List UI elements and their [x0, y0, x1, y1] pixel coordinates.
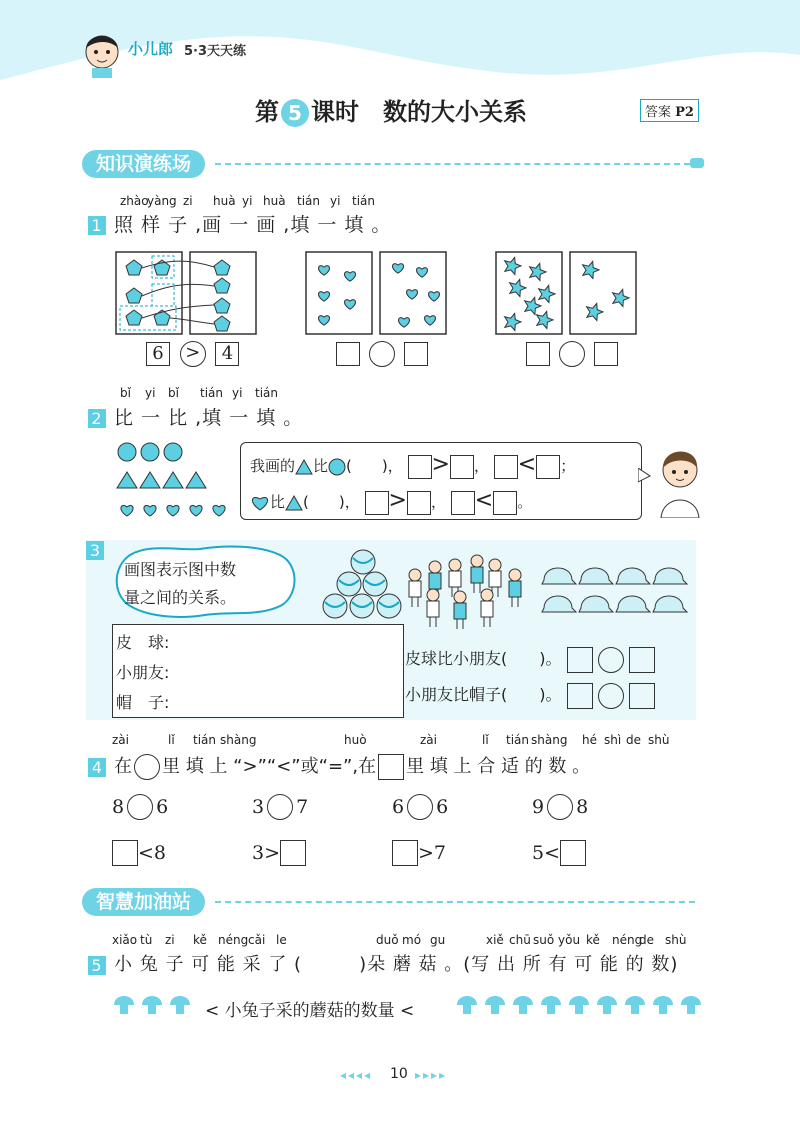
series-name: 5·3天天练: [184, 44, 247, 59]
cap-icon: [579, 568, 613, 584]
kid-head-icon: [449, 559, 461, 571]
cap-icon: [653, 596, 687, 612]
heart-icon: [429, 292, 440, 302]
pinyin-syllable: shì: [604, 733, 622, 747]
q3-compare1: 皮球比小朋友( )。: [405, 646, 655, 673]
q3-labels: [116, 628, 169, 718]
balls-illustration: [315, 548, 410, 623]
heart-icon: [393, 264, 404, 274]
answer-box: 4: [215, 342, 239, 366]
kid-body-icon: [489, 571, 501, 587]
footer-left-arrows: ◂◂◂◂: [340, 1068, 373, 1082]
boy-illustration: [655, 446, 705, 518]
pinyin-syllable: néng: [218, 933, 249, 947]
answer-box[interactable]: [560, 840, 586, 866]
heart-icon: [121, 505, 133, 516]
label-ball: 皮 球:: [116, 633, 170, 652]
q3-compare2: 小朋友比帽子( )。: [405, 682, 655, 709]
mushroom-icon: [142, 996, 162, 1005]
q1-example-answer: [146, 341, 239, 367]
pinyin-syllable: tián: [255, 386, 278, 400]
cap-icon: [542, 596, 576, 612]
cap-icon: [616, 568, 650, 584]
footer-right-arrows: ▸▸▸▸: [415, 1068, 448, 1082]
kid-head-icon: [409, 569, 421, 581]
heart-icon: [319, 266, 330, 276]
pinyin-syllable: yàng: [147, 194, 177, 208]
kid-head-icon: [509, 569, 521, 581]
section-divider: [215, 901, 695, 903]
pinyin-syllable: lǐ: [482, 733, 489, 747]
pinyin-syllable: xiě: [486, 933, 504, 947]
section-divider: [215, 163, 690, 165]
cap-icon: [579, 596, 613, 612]
answer-box[interactable]: [336, 342, 360, 366]
cap-icon: [653, 568, 687, 584]
kid-head-icon: [471, 555, 483, 567]
kid-head-icon: [427, 589, 439, 601]
q1-stars-group: [496, 252, 636, 334]
fill-number-exercise: 3>: [252, 840, 306, 866]
star-icon: [539, 285, 555, 302]
kid-body-icon: [449, 571, 461, 587]
lesson-number-badge: 5: [281, 99, 309, 127]
pinyin-syllable: yi: [232, 386, 243, 400]
answer-box[interactable]: [594, 342, 618, 366]
cap-icon: [542, 568, 576, 584]
pinyin-syllable: shàng: [220, 733, 257, 747]
pinyin-syllable: tián: [200, 386, 223, 400]
q4-prompt: 4 在 里 填 上 “>”“<”或“=”,在 里 填 上 合 适 的 数 。: [88, 752, 590, 780]
q2-line2: 比 ( )， > ， < 。: [250, 488, 532, 515]
section-banner-challenge: 智慧加油站: [82, 888, 205, 916]
pinyin-syllable: tián: [193, 733, 216, 747]
circle-symbol: [134, 754, 160, 780]
label-kids: 小朋友:: [116, 663, 170, 682]
answer-circle: >: [180, 341, 206, 367]
pinyin-syllable: de: [626, 733, 641, 747]
heart-icon: [167, 505, 179, 516]
pinyin-syllable: zài: [112, 733, 129, 747]
fill-number-exercise: 5<: [532, 840, 586, 866]
triangle-icon: [295, 459, 313, 475]
pinyin-syllable: zhào: [120, 194, 149, 208]
answer-reference[interactable]: 答案 P2: [640, 99, 699, 122]
answer-circle[interactable]: [127, 794, 153, 820]
answer-box[interactable]: [629, 683, 655, 709]
heart-icon: [417, 268, 428, 278]
kid-head-icon: [454, 591, 466, 603]
pinyin-syllable: huà: [263, 194, 286, 208]
fill-number-exercise: >7: [392, 840, 446, 866]
page-title: 第 5 课时 数的大小关系: [255, 98, 527, 126]
pinyin-syllable: kě: [586, 933, 600, 947]
q3-number: 3: [86, 540, 104, 560]
pinyin-syllable: yǒu: [558, 933, 581, 947]
star-icon: [613, 289, 629, 306]
heart-icon: [425, 316, 436, 326]
kid-body-icon: [471, 567, 483, 583]
pinyin-syllable: yi: [330, 194, 341, 208]
pinyin-syllable: chū: [509, 933, 531, 947]
answer-circle[interactable]: [369, 341, 395, 367]
compare-exercise: 9 8: [532, 796, 589, 818]
answer-box[interactable]: [493, 491, 517, 515]
heart-icon: [345, 272, 356, 282]
q1-stars-answer: [526, 341, 618, 367]
kid-body-icon: [429, 573, 441, 589]
heart-icon: [345, 300, 356, 310]
pinyin-syllable: cǎi: [248, 933, 266, 947]
star-icon: [537, 311, 553, 328]
q1-example-group: [116, 252, 256, 334]
answer-box[interactable]: [392, 840, 418, 866]
pinyin-syllable: kě: [193, 933, 207, 947]
pinyin-syllable: shù: [665, 933, 687, 947]
mushroom-icon: [625, 996, 645, 1005]
kid-body-icon: [481, 601, 493, 617]
hats-illustration: [540, 562, 700, 622]
section-banner-practice: 知识演练场: [82, 150, 205, 178]
compare-exercise: 8 6: [112, 796, 169, 818]
answer-box[interactable]: [407, 491, 431, 515]
answer-box[interactable]: [567, 647, 593, 673]
pinyin-syllable: shù: [648, 733, 670, 747]
answer-box[interactable]: [450, 455, 474, 479]
mushroom-icon: [485, 996, 505, 1005]
q5-rule: < 小兔子采的蘑菇的数量 <: [205, 1001, 415, 1021]
pinyin-syllable: duǒ: [376, 933, 399, 947]
star-icon: [530, 263, 546, 280]
answer-box[interactable]: [365, 491, 389, 515]
mushroom-icon: [569, 996, 589, 1005]
answer-box[interactable]: [280, 840, 306, 866]
q2-line1: 我画的 比 ( )， > ， < ；: [250, 452, 576, 477]
answer-box[interactable]: [494, 455, 518, 479]
heart-icon: [319, 292, 330, 302]
pinyin-syllable: zi: [183, 194, 193, 208]
pinyin-syllable: tián: [506, 733, 529, 747]
heart-icon: [190, 505, 202, 516]
answer-circle[interactable]: [598, 683, 624, 709]
star-icon: [583, 261, 599, 278]
heart-icon: [213, 505, 225, 516]
pinyin-syllable: lǐ: [168, 733, 175, 747]
star-icon: [587, 303, 603, 320]
triangle-icon: [285, 495, 303, 511]
mushroom-icon: [457, 996, 477, 1005]
q1-hearts-group: [306, 252, 446, 334]
page-number: 10: [390, 1066, 408, 1082]
speech-pointer: [638, 468, 652, 484]
fill-number-exercise: <8: [112, 840, 166, 866]
kid-body-icon: [454, 603, 466, 619]
kid-body-icon: [409, 581, 421, 597]
mushroom-icon: [114, 996, 134, 1005]
star-icon: [505, 313, 521, 330]
pinyin-syllable: huà: [213, 194, 236, 208]
pinyin-syllable: mó: [402, 933, 422, 947]
mushroom-icon: [170, 996, 190, 1005]
mascot-icon: [80, 30, 124, 80]
kid-body-icon: [509, 581, 521, 597]
heart-icon: [144, 505, 156, 516]
heart-icon: [250, 494, 270, 512]
pinyin-syllable: gu: [430, 933, 446, 947]
answer-box[interactable]: [451, 491, 475, 515]
pinyin-syllable: shàng: [531, 733, 568, 747]
pinyin-syllable: xiǎo: [112, 933, 138, 947]
label-hats: 帽 子:: [116, 693, 170, 712]
box-symbol: [378, 754, 404, 780]
answer-circle[interactable]: [267, 794, 293, 820]
pinyin-syllable: huò: [344, 733, 367, 747]
pinyin-syllable: de: [639, 933, 654, 947]
pinyin-syllable: le: [276, 933, 287, 947]
mushroom-icon: [597, 996, 617, 1005]
kid-body-icon: [427, 601, 439, 617]
compare-exercise: 3 7: [252, 796, 309, 818]
divider-end-icon: [690, 158, 704, 168]
mushroom-icon: [681, 996, 701, 1005]
mushroom-icon: [653, 996, 673, 1005]
answer-box[interactable]: [404, 342, 428, 366]
compare-exercise: 6 6: [392, 796, 449, 818]
answer-box[interactable]: [567, 683, 593, 709]
pinyin-syllable: tù: [140, 933, 153, 947]
heart-icon: [399, 318, 410, 328]
kid-head-icon: [429, 561, 441, 573]
answer-circle[interactable]: [598, 647, 624, 673]
mushroom-icon: [541, 996, 561, 1005]
q5-prompt: 5 小 兔 子 可 能 采 了 ( )朵 蘑 菇 。(写 出 所 有 可 能 的 数): [88, 950, 678, 976]
pinyin-syllable: tián: [297, 194, 320, 208]
pinyin-syllable: néng: [612, 933, 643, 947]
star-icon: [505, 257, 521, 274]
q3-bubble-text: 画图表示图中数 量之间的关系。: [124, 560, 237, 607]
q1-hearts-answer: [336, 341, 428, 367]
pinyin-syllable: bǐ: [168, 386, 179, 400]
answer-box: 6: [146, 342, 170, 366]
kids-illustration: [405, 545, 530, 630]
kid-head-icon: [489, 559, 501, 571]
pinyin-syllable: suǒ: [533, 933, 555, 947]
cap-icon: [616, 596, 650, 612]
star-icon: [510, 279, 526, 296]
answer-box[interactable]: [526, 342, 550, 366]
mushrooms-right-icon: [455, 993, 705, 1017]
pinyin-syllable: zài: [420, 733, 437, 747]
answer-circle[interactable]: [547, 794, 573, 820]
pinyin-syllable: yi: [145, 386, 156, 400]
q2-shapes: [115, 440, 235, 525]
pinyin-syllable: zi: [165, 933, 175, 947]
q1-prompt: 1 照 样 子 ,画 一 画 ,填 一 填 。: [88, 210, 391, 237]
pinyin-syllable: hé: [582, 733, 597, 747]
q2-prompt: 2 比 一 比 ,填 一 填 。: [88, 403, 303, 430]
mushrooms-left-icon: [112, 993, 202, 1017]
circle-icon: [328, 458, 346, 476]
answer-box[interactable]: [408, 455, 432, 479]
pinyin-syllable: yi: [242, 194, 253, 208]
brand-logo: 小儿郎: [128, 40, 174, 58]
mushroom-icon: [513, 996, 533, 1005]
answer-box[interactable]: [112, 840, 138, 866]
answer-circle[interactable]: [407, 794, 433, 820]
heart-icon: [319, 316, 330, 326]
pinyin-syllable: bǐ: [120, 386, 131, 400]
kid-head-icon: [481, 589, 493, 601]
answer-box[interactable]: [629, 647, 655, 673]
answer-circle[interactable]: [559, 341, 585, 367]
pinyin-syllable: tián: [352, 194, 375, 208]
heart-icon: [407, 290, 418, 300]
answer-box[interactable]: [536, 455, 560, 479]
